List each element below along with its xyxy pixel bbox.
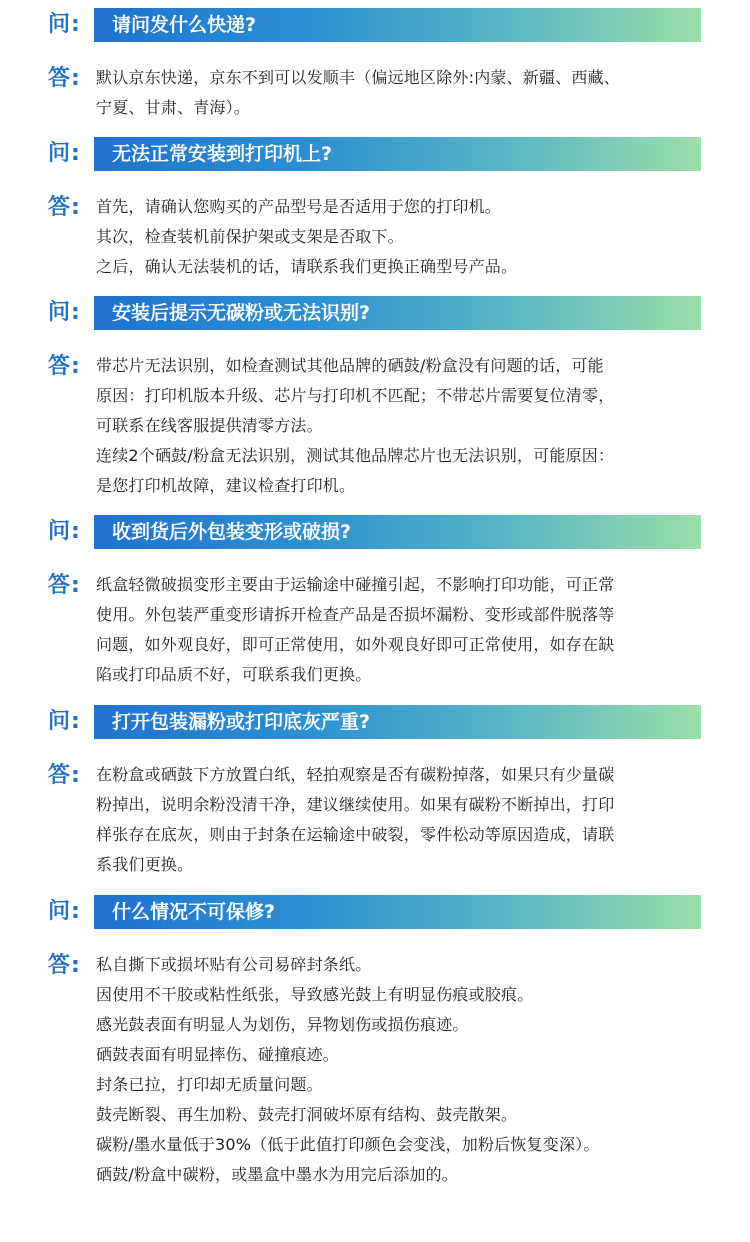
question-banner bbox=[94, 895, 701, 929]
question-text: 什么情况不可保修? bbox=[112, 901, 276, 923]
answer-label: 答: bbox=[48, 195, 81, 220]
question-banner bbox=[94, 8, 701, 42]
answer-line: 带芯片无法识别，如检查测试其他品牌的硒鼓/粉盒没有问题的话，可能 bbox=[96, 356, 604, 375]
faq-item bbox=[0, 705, 750, 880]
answer-line: 粉掉出，说明余粉没清干净，建议继续使用。如果有碳粉不断掉出，打印 bbox=[96, 795, 615, 814]
question-banner bbox=[94, 137, 701, 171]
question-text: 收到货后外包装变形或破损? bbox=[112, 521, 352, 543]
question-text: 打开包装漏粉或打印底灰严重? bbox=[112, 711, 371, 733]
answer-line: 感光鼓表面有明显人为划伤，异物划伤或损伤痕迹。 bbox=[96, 1015, 469, 1034]
question-label: 问: bbox=[48, 709, 81, 734]
answer-text bbox=[96, 570, 706, 690]
question-row bbox=[0, 8, 750, 42]
question-text: 安装后提示无碳粉或无法识别? bbox=[112, 302, 371, 324]
answer-line: 陷或打印品质不好，可联系我们更换。 bbox=[96, 665, 372, 684]
answer-label: 答: bbox=[48, 354, 81, 379]
question-label: 问: bbox=[48, 300, 81, 325]
answer-text bbox=[96, 351, 706, 501]
answer-line: 纸盒轻微破损变形主要由于运输途中碰撞引起，不影响打印功能，可正常 bbox=[96, 575, 615, 594]
answer-line: 使用。外包装严重变形请拆开检查产品是否损坏漏粉、变形或部件脱落等 bbox=[96, 605, 615, 624]
answer-label: 答: bbox=[48, 66, 81, 91]
question-text: 请问发什么快递? bbox=[112, 14, 257, 36]
question-row bbox=[0, 137, 750, 171]
answer-row bbox=[0, 950, 750, 1190]
answer-line: 可联系在线客服提供清零方法。 bbox=[96, 416, 323, 435]
answer-line: 硒鼓表面有明显摔伤、碰撞痕迹。 bbox=[96, 1045, 340, 1064]
answer-line: 之后，确认无法装机的话，请联系我们更换正确型号产品。 bbox=[96, 257, 518, 276]
answer-label: 答: bbox=[48, 573, 81, 598]
answer-text bbox=[96, 760, 706, 880]
faq-item bbox=[0, 8, 750, 123]
answer-line: 其次，检查装机前保护架或支架是否取下。 bbox=[96, 227, 404, 246]
answer-row bbox=[0, 760, 750, 880]
answer-text bbox=[96, 950, 706, 1190]
answer-label: 答: bbox=[48, 953, 81, 978]
answer-line: 封条已拉，打印却无质量问题。 bbox=[96, 1075, 323, 1094]
answer-text bbox=[96, 63, 706, 123]
answer-row bbox=[0, 351, 750, 501]
answer-line: 因使用不干胶或粘性纸张，导致感光鼓上有明显伤痕或胶痕。 bbox=[96, 985, 534, 1004]
answer-line: 原因：打印机版本升级、芯片与打印机不匹配；不带芯片需要复位清零， bbox=[96, 386, 615, 405]
question-row bbox=[0, 515, 750, 549]
question-banner bbox=[94, 296, 701, 330]
question-label: 问: bbox=[48, 141, 81, 166]
answer-row bbox=[0, 570, 750, 690]
question-row bbox=[0, 296, 750, 330]
answer-row bbox=[0, 63, 750, 123]
answer-line: 默认京东快递，京东不到可以发顺丰（偏远地区除外:内蒙、新疆、西藏、 bbox=[96, 68, 620, 87]
question-label: 问: bbox=[48, 12, 81, 37]
question-text: 无法正常安装到打印机上? bbox=[112, 143, 333, 165]
faq-item bbox=[0, 895, 750, 1190]
answer-line: 宁夏、甘肃、青海）。 bbox=[96, 98, 251, 117]
faq-item bbox=[0, 515, 750, 690]
answer-line: 是您打印机故障，建议检查打印机。 bbox=[96, 476, 356, 495]
answer-line: 样张存在底灰，则由于封条在运输途中破裂，零件松动等原因造成，请联 bbox=[96, 825, 615, 844]
answer-line: 首先，请确认您购买的产品型号是否适用于您的打印机。 bbox=[96, 197, 502, 216]
answer-line: 鼓壳断裂、再生加粉、鼓壳打洞破坏原有结构、鼓壳散架。 bbox=[96, 1105, 518, 1124]
answer-row bbox=[0, 192, 750, 282]
answer-line: 私自撕下或损坏贴有公司易碎封条纸。 bbox=[96, 955, 372, 974]
answer-line: 碳粉/墨水量低于30%（低于此值打印颜色会变浅，加粉后恢复变深）。 bbox=[96, 1135, 600, 1154]
answer-line: 连续2个硒鼓/粉盒无法识别，测试其他品牌芯片也无法识别，可能原因： bbox=[96, 446, 615, 465]
question-label: 问: bbox=[48, 519, 81, 544]
question-banner bbox=[94, 705, 701, 739]
faq-item bbox=[0, 296, 750, 501]
question-label: 问: bbox=[48, 899, 81, 924]
answer-text bbox=[96, 192, 706, 282]
question-row bbox=[0, 705, 750, 739]
answer-line: 问题，如外观良好，即可正常使用，如外观良好即可正常使用，如存在缺 bbox=[96, 635, 615, 654]
faq-item bbox=[0, 137, 750, 282]
answer-line: 硒鼓/粉盒中碳粉，或墨盒中墨水为用完后添加的。 bbox=[96, 1165, 458, 1184]
question-banner bbox=[94, 515, 701, 549]
answer-line: 系我们更换。 bbox=[96, 855, 194, 874]
answer-line: 在粉盒或硒鼓下方放置白纸，轻拍观察是否有碳粉掉落，如果只有少量碳 bbox=[96, 765, 615, 784]
question-row bbox=[0, 895, 750, 929]
answer-label: 答: bbox=[48, 763, 81, 788]
